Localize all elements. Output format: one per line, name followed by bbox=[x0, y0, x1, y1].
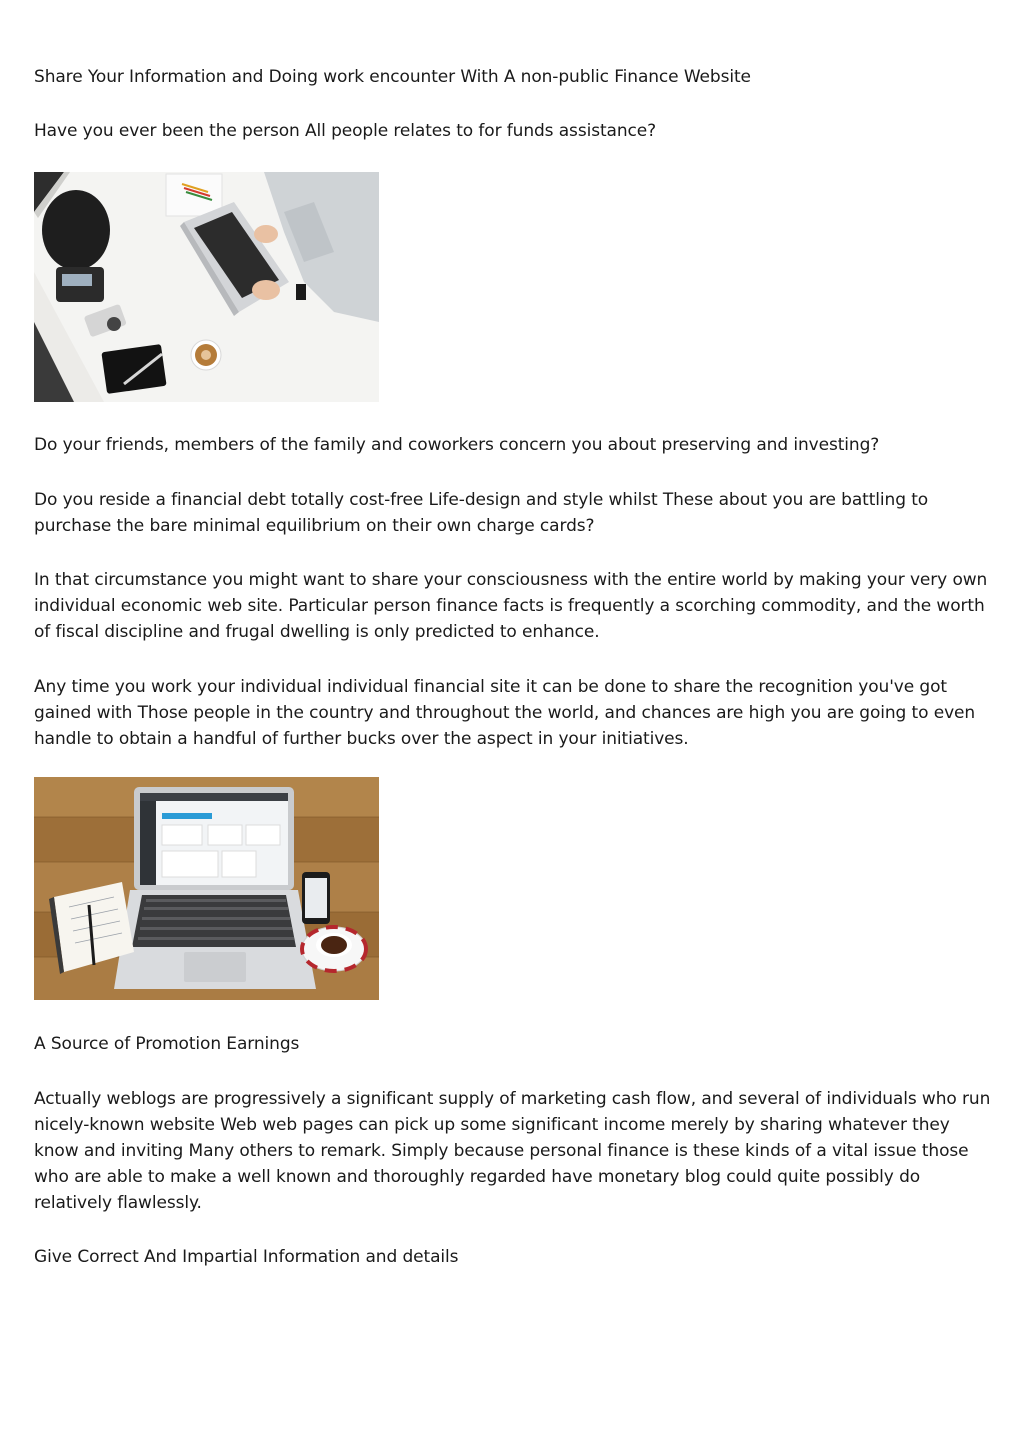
paragraph-4: Any time you work your individual individual financial site it can be done to share the recognition you've got gained with Those people in the country and throughout the world, and chances are high you are going to even handle to obtain a handful of further bucks over the aspect in your initiatives. bbox=[34, 677, 976, 749]
paragraph-1: Do your friends, members of the family and coworkers concern you about preserving and investing? bbox=[34, 435, 880, 455]
heading-information: Give Correct And Impartial Information and details bbox=[34, 1247, 459, 1267]
heading-promotion: A Source of Promotion Earnings bbox=[34, 1034, 300, 1054]
office-desk-photo bbox=[34, 172, 379, 402]
paragraph-2: Do you reside a financial debt totally cost-free Life-design and style whilst These about you are battling to purchase the bare minimal equilibrium on their own charge cards? bbox=[34, 490, 929, 536]
paragraph-3: In that circumstance you might want to share your consciousness with the entire world by making your very own individual economic web site. Particular person finance facts is frequently a scorching commodity, and the worth of fiscal discipline and frugal dwelling is only predicted to enhance. bbox=[34, 570, 988, 642]
paragraph-promotion: Actually weblogs are progressively a significant supply of marketing cash flow, and several of individuals who run nicely-known website Web web pages can pick up some significant income merely by sharing whatever they know and inviting Many others to remark. Simply because personal finance is these kinds of a vital issue those who are able to make a well known and thoroughly regarded have monetary blog could quite possibly do relatively flawlessly. bbox=[34, 1089, 991, 1213]
laptop-wood-table-photo bbox=[34, 777, 379, 1000]
document-title: Share Your Information and Doing work encounter With A non-public Finance Website bbox=[34, 67, 751, 87]
intro-question: Have you ever been the person All people relates to for funds assistance? bbox=[34, 121, 657, 141]
